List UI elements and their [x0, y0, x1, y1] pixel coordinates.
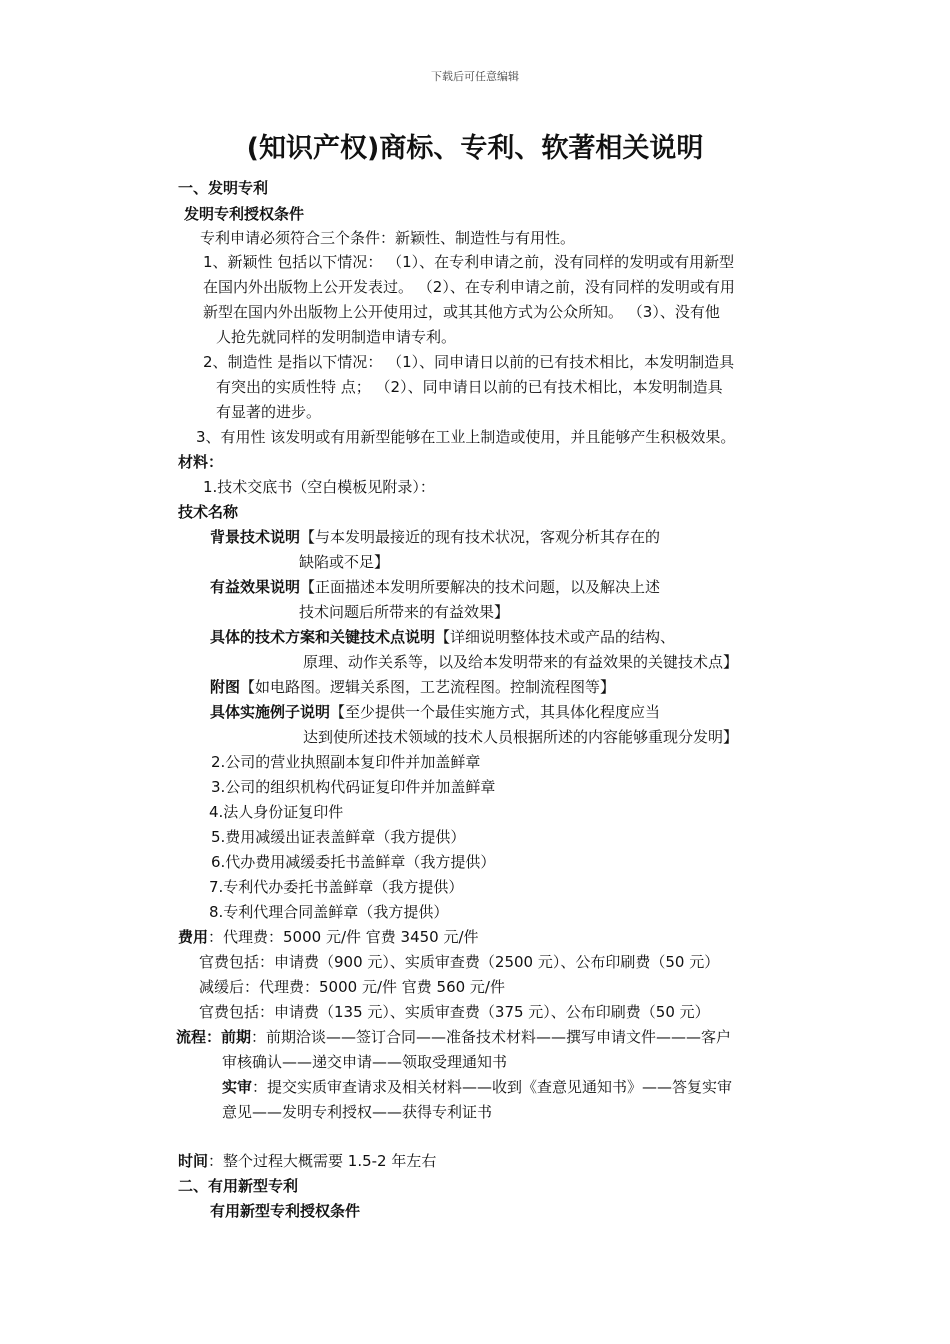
list-item: 3.公司的组织机构代码证复印件并加盖鲜章 — [211, 778, 496, 796]
paragraph-line: 3、有用性 该发明或有用新型能够在工业上制造或使用，并且能够产生积极效果。 — [196, 428, 736, 446]
paragraph-line: 审核确认——递交申请——领取受理通知书 — [222, 1053, 508, 1071]
paragraph-line: 人抢先就同样的发明制造申请专利。 — [216, 328, 457, 346]
time-line — [178, 1151, 436, 1171]
time-label: 时间 — [178, 1152, 209, 1170]
paragraph-line: 原理、动作关系等，以及给本发明带来的有益效果的关键技术点】 — [303, 653, 739, 671]
list-item: 7.专利代办委托书盖鲜章（我方提供） — [209, 878, 464, 896]
item-text: 【正面描述本发明所要解决的技术问题，以及解决上述 — [300, 578, 661, 596]
list-item — [210, 677, 615, 697]
fee-text: ：代理费：5000 元/件 官费 3450 元/件 — [208, 928, 479, 946]
fee-label: 费用 — [178, 928, 209, 946]
header-note: 下载后可任意编辑 — [431, 70, 519, 83]
paragraph-line: 缺陷或不足】 — [299, 553, 390, 571]
paragraph-line: 有显著的进步。 — [216, 403, 322, 421]
paragraph-line: 1、新颖性 包括以下情况： （1）、在专利申请之前，没有同样的发明或有用新型 — [203, 253, 735, 271]
list-item — [210, 577, 660, 597]
item-text: 【至少提供一个最佳实施方式，其具体化程度应当 — [330, 703, 661, 721]
list-item: 4.法人身份证复印件 — [209, 803, 344, 821]
process-line — [222, 1077, 732, 1097]
item-text: 【如电路图。逻辑关系图，工艺流程图。控制流程图等】 — [240, 678, 616, 696]
section-label: 技术名称 — [178, 503, 239, 521]
paragraph-line: 达到使所述技术领域的技术人员根据所述的内容能够重现分发明】 — [303, 728, 739, 746]
section-heading: 一、发明专利 — [178, 179, 269, 197]
process-label: 流程：前期 — [176, 1028, 252, 1046]
subsection-heading: 有用新型专利授权条件 — [210, 1202, 361, 1220]
fee-line: 官费包括：申请费（135 元）、实质审查费（375 元）、公布印刷费（50 元） — [199, 1003, 710, 1021]
paragraph-line: 2、制造性 是指以下情况： （1）、同申请日以前的已有技术相比，本发明制造具 — [203, 353, 735, 371]
section-heading: 二、有用新型专利 — [178, 1177, 299, 1195]
process-text: ：提交实质审查请求及相关材料——收到《查意见通知书》——答复实审 — [252, 1078, 733, 1096]
list-item: 6.代办费用减缓委托书盖鲜章（我方提供） — [211, 853, 496, 871]
paragraph-line: 意见——发明专利授权——获得专利证书 — [222, 1103, 493, 1121]
list-item — [210, 627, 675, 647]
item-label: 具体的技术方案和关键技术点说明 — [210, 628, 436, 646]
section-label: 材料： — [178, 453, 224, 471]
process-line — [176, 1027, 731, 1047]
paragraph-line: 专利申请必须符合三个条件：新颖性、制造性与有用性。 — [200, 229, 576, 247]
list-item — [210, 702, 660, 722]
list-item: 5.费用减缓出证表盖鲜章（我方提供） — [211, 828, 466, 846]
item-label: 具体实施例子说明 — [210, 703, 331, 721]
paragraph-line: 在国内外出版物上公开发表过。 （2）、在专利申请之前，没有同样的发明或有用 — [203, 278, 735, 296]
list-item: 8.专利代理合同盖鲜章（我方提供） — [209, 903, 449, 921]
time-text: ：整个过程大概需要 1.5-2 年左右 — [208, 1152, 437, 1170]
item-label: 附图 — [210, 678, 241, 696]
page-title: (知识产权)商标、专利、软著相关说明 — [246, 133, 704, 164]
process-label: 实审 — [222, 1078, 253, 1096]
list-item: 1.技术交底书（空白模板见附录）： — [203, 478, 435, 496]
fee-line — [178, 927, 479, 947]
item-text: 【与本发明最接近的现有技术状况，客观分析其存在的 — [300, 528, 661, 546]
item-text: 【详细说明整体技术或产品的结构、 — [435, 628, 676, 646]
item-label: 背景技术说明 — [210, 528, 301, 546]
paragraph-line: 有突出的实质性特 点； （2）、同申请日以前的已有技术相比，本发明制造具 — [216, 378, 723, 396]
paragraph-line: 新型在国内外出版物上公开使用过，或其其他方式为公众所知。 （3）、没有他 — [203, 303, 720, 321]
subsection-heading: 发明专利授权条件 — [184, 205, 305, 223]
fee-line: 减缓后：代理费：5000 元/件 官费 560 元/件 — [199, 978, 505, 996]
paragraph-line: 技术问题后所带来的有益效果】 — [299, 603, 510, 621]
fee-line: 官费包括：申请费（900 元）、实质审查费（2500 元）、公布印刷费（50 元） — [199, 953, 720, 971]
list-item: 2.公司的营业执照副本复印件并加盖鲜章 — [211, 753, 481, 771]
item-label: 有益效果说明 — [210, 578, 301, 596]
list-item — [210, 527, 660, 547]
process-text: ：前期洽谈——签订合同——准备技术材料——撰写申请文件———客户 — [251, 1028, 732, 1046]
